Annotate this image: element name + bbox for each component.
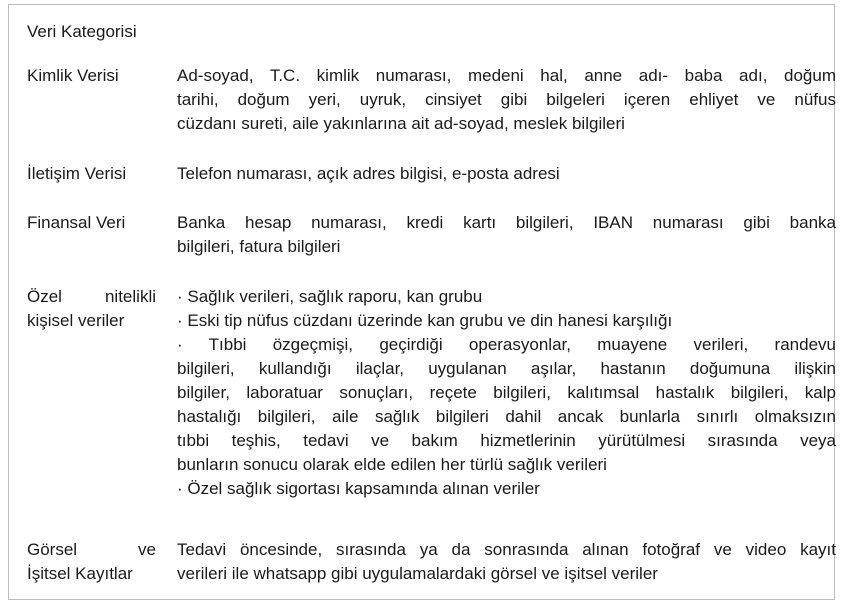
category-description <box>177 64 836 136</box>
category-description <box>177 162 836 186</box>
category-label <box>27 285 156 333</box>
bullet-item: · Tıbbi özgeçmişi, geçirdiği operasyonlar, muayene verileri, randevu <box>177 335 836 354</box>
category-description <box>177 285 836 501</box>
category-label <box>27 538 156 586</box>
category-label-line: Finansal Veri <box>27 213 126 232</box>
description-line: bunların sonucu olarak elde edilen her türlü sağlık verileri <box>177 455 607 474</box>
description-line: cüzdanı sureti, aile yakınlarına ait ad-soyad, meslek bilgileri <box>177 114 625 133</box>
description-line: tıbbi teşhis, tedavi ve bakım hizmetlerinin yürütülmesi sırasında veya <box>177 431 836 450</box>
description-line: verileri ile whatsapp gibi uygulamalardaki görsel ve işitsel veriler <box>177 564 658 583</box>
description-line: Ad-soyad, T.C. kimlik numarası, medeni hal, anne adı- baba adı, doğum <box>177 66 836 85</box>
category-label <box>27 162 156 186</box>
description-line: bilgileri, kullandığı ilaçlar, uygulanan aşılar, hastanın doğumuna ilişkin <box>177 359 836 378</box>
description-line: bilgiler, laboratuar sonuçları, reçete bilgileri, kalıtımsal hastalık bilgileri, kalp <box>177 383 836 402</box>
description-line: bilgileri, fatura bilgileri <box>177 237 341 256</box>
description-line: Telefon numarası, açık adres bilgisi, e-posta adresi <box>177 164 560 183</box>
category-label-line: İletişim Verisi <box>27 164 127 183</box>
description-line: hastalığı bilgileri, aile sağlık bilgileri dahil ancak bunlarla sınırlı olmaksızın <box>177 407 836 426</box>
table-header: Veri Kategorisi <box>27 22 137 41</box>
description-line: Tedavi öncesinde, sırasında ya da sonrasında alınan fotoğraf ve video kayıt <box>177 540 836 559</box>
category-description <box>177 538 836 586</box>
category-label <box>27 211 156 235</box>
category-label-line: Kimlik Verisi <box>27 66 119 85</box>
description-line: Banka hesap numarası, kredi kartı bilgileri, IBAN numarası gibi banka <box>177 213 836 232</box>
category-label <box>27 64 156 88</box>
category-description <box>177 211 836 259</box>
data-category-table <box>8 4 835 600</box>
category-label-line: Görsel ve <box>27 540 156 559</box>
bullet-item: · Eski tip nüfus cüzdanı üzerinde kan grubu ve din hanesi karşılığı <box>177 311 673 330</box>
description-line: tarihi, doğum yeri, uyruk, cinsiyet gibi bilgeleri içeren ehliyet ve nüfus <box>177 90 836 109</box>
category-label-line: kişisel veriler <box>27 311 125 330</box>
bullet-item: · Özel sağlık sigortası kapsamında alınan veriler <box>177 479 540 498</box>
bullet-item: · Sağlık verileri, sağlık raporu, kan grubu <box>177 287 483 306</box>
category-label-line: Özel nitelikli <box>27 287 156 306</box>
category-label-line: İşitsel Kayıtlar <box>27 564 133 583</box>
